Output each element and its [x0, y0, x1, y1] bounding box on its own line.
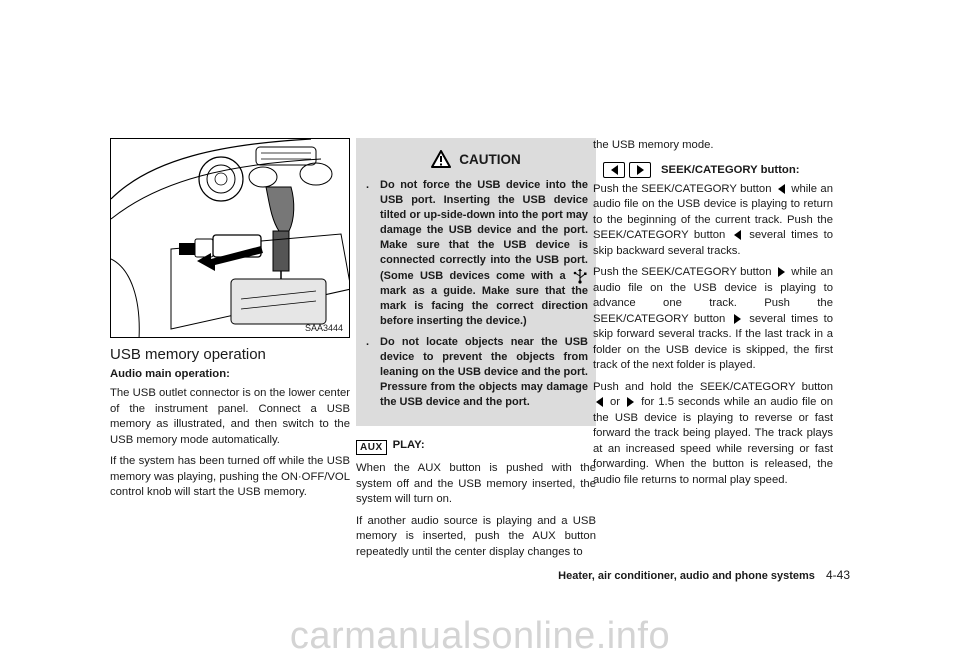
- column-3: [593, 138, 833, 494]
- back-arrow-icon: [734, 230, 741, 240]
- paragraph: If another audio source is playing and a USB memory is inserted, push the AUX button repeatedly until the center display changes to: [356, 514, 596, 558]
- paragraph: [593, 380, 833, 489]
- forward-arrow-icon: [627, 397, 634, 407]
- usb-illustration: [110, 138, 350, 338]
- paragraph: If the system has been turned off while the USB memory was playing, pushing the ON·OFF/VOL control knob will start the USB memory.: [110, 455, 350, 498]
- seek-title: SEEK/CATEGORY button:: [661, 163, 800, 176]
- back-arrow-icon: [596, 397, 603, 407]
- text: Push the SEEK/CATEGORY button: [593, 182, 772, 195]
- seek-heading: [603, 162, 833, 178]
- caution-text: Do not force the USB device into the USB port. Inserting the USB device tilted or up-side-down into the port may damage the USB device and the port. Make sure that the USB device is connected correctly into the USB port. (Some USB devices come with a: [380, 179, 588, 282]
- forward-arrow-icon: [734, 314, 741, 324]
- caution-title: CAUTION: [459, 151, 521, 167]
- aux-title: PLAY:: [392, 439, 425, 451]
- caution-list: [364, 178, 588, 410]
- paragraph: When the AUX button is pushed with the system off and the USB memory inserted, the system will turn on.: [356, 462, 596, 505]
- watermark: carmanualsonline.info: [289, 615, 671, 657]
- text: Push and hold the SEEK/CATEGORY button: [593, 380, 833, 393]
- column-2: [356, 138, 596, 566]
- paragraph: The USB outlet connector is on the lower center of the instrument panel. Connect a USB memory as illustrated, and then switch to the USB memory mode automatically.: [110, 387, 350, 446]
- column-1: [110, 138, 350, 507]
- back-arrow-icon: [778, 184, 785, 194]
- bullet: .: [366, 336, 370, 348]
- text: several times to skip backward several tracks.: [593, 229, 834, 257]
- paragraph: the USB memory mode.: [593, 139, 714, 151]
- forward-arrow-icon: [778, 267, 785, 277]
- paragraph: [593, 265, 833, 374]
- usb-symbol-icon: [572, 268, 588, 284]
- figure-label: SAA3444: [304, 323, 343, 333]
- caution-item: [364, 335, 588, 410]
- text: several times to skip forward several tracks. If the last track in a folder on the USB device is skipped, the first track of the next folder is played.: [593, 312, 834, 371]
- caution-text: mark as a guide. Make sure that the mark is facing the correct direction before inserting the device.): [380, 285, 588, 327]
- sub-title: Audio main operation:: [110, 368, 230, 380]
- text: Push the SEEK/CATEGORY button: [593, 266, 772, 278]
- caution-header: [364, 150, 588, 168]
- text: while an audio file on the USB device is playing to return to the beginning of the current track. Push the SEEK/CATEGORY button: [593, 182, 834, 241]
- page-footer: [520, 568, 850, 582]
- page-number: 4-43: [825, 568, 850, 582]
- text: or: [610, 396, 621, 408]
- caution-text: Do not locate objects near the USB device to prevent the objects from leaning on the USB device and the port. Pressure from the objects may damage the USB device and the port.: [380, 336, 588, 408]
- aux-heading: [356, 438, 596, 457]
- warning-icon: [431, 150, 451, 168]
- text: for 1.5 seconds while an audio file on the USB device is playing to reverse or fast forward the track being played. The track plays at an increased speed while reversing or fast forwarding. When the button is released, the audio file returns to normal play speed.: [593, 396, 834, 486]
- bullet: .: [366, 179, 370, 191]
- aux-button-icon: AUX: [356, 440, 387, 455]
- text: while an audio file on the USB device is playing to advance one track. Push the SEEK/CATEGORY button: [593, 266, 834, 325]
- caution-item: [364, 178, 588, 329]
- paragraph: [593, 182, 833, 260]
- chapter-title: Heater, air conditioner, audio and phone systems: [558, 570, 815, 582]
- caution-box: [356, 138, 596, 426]
- seek-forward-button-icon: [629, 162, 651, 178]
- seek-back-button-icon: [603, 162, 625, 178]
- section-title: USB memory operation: [110, 346, 266, 363]
- usb-connector-drawing: [111, 139, 350, 338]
